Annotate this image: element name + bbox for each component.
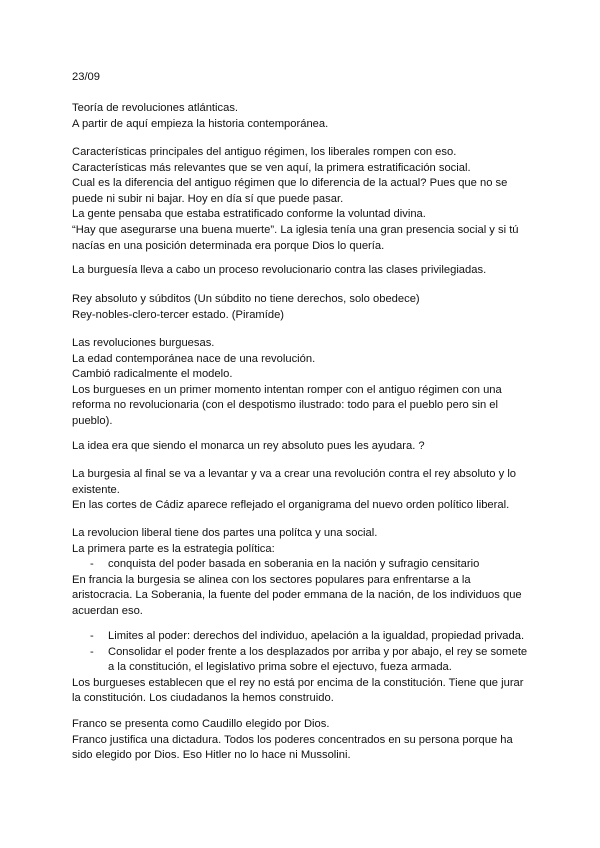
list-item: - Limites al poder: derechos del individuo, apelación a la igualdad, propiedad privada.	[72, 629, 532, 645]
paragraph-cortes-cadiz: La burgesia al final se va a levantar y va a crear una revolución contra el rey absoluto y lo existente. En las cortes de Cádiz aparece reflejado el organigrama del nuevo orden político liberal.	[72, 468, 517, 512]
paragraph-revoluciones-burguesas: Las revoluciones burguesas. La edad contemporánea nace de una revolución. Cambió radicalmente el modelo. Los burgueses en un primer momento intentan romper con el antiguo régimen con una reforma no revolucionaria (con el despotismo ilustrado: todo para el pueblo pero sin el pueblo).	[72, 337, 502, 427]
paragraph-rey-absoluto: Rey absoluto y súbditos (Un súbdito no tiene derechos, solo obedece) Rey-nobles-clero-tercer estado. (Piramíde)	[72, 293, 420, 321]
bullet-dash: -	[90, 558, 94, 571]
bullet-dash: -	[90, 645, 94, 658]
paragraph-intro: Teoría de revoluciones atlánticas. A partir de aquí empieza la historia contemporánea.	[72, 102, 329, 130]
paragraph-antiguo-regimen: Características principales del antiguo régimen, los liberales rompen con eso. Características más relevantes que se ven aquí, la primera estratificación social. Cual es la diferencia del antiguo régimen que lo diferencia de la actual? Pues que no se puede ni subir ni bajar. Hoy en día sí que puede pasar. La gente pensaba que estaba estratificado conforme la voluntad divina. “Hay que asegurarse una buena muerte”. La iglesia tenía una gran presencia social y si tú nacías en una posición determinada era porque Dios lo quería.	[72, 146, 519, 252]
paragraph-franco: Franco se presenta como Caudillo elegido por Dios. Franco justifica una dictadura. Todos los poderes concentrados en su persona porque ha sido elegido por Dios. Eso Hitler no lo hace ni Mussolini.	[72, 718, 513, 762]
list-item: - Consolidar el poder frente a los desplazados por arriba y por abajo, el rey se somete	[72, 645, 532, 661]
date: 23/09	[72, 71, 100, 83]
bullet-list-poder: - Limites al poder: derechos del individuo, apelación a la igualdad, propiedad privada. - Consolidar el poder frente a los desplazados por arriba y por abajo, el rey se somete a la constitución, el legislativo prima sobre el ejectuvo, fueza armada. Los burgueses establecen que el rey no está por encima de la constitución. Tiene que jurar la constitución. Los ciudadanos la hemos construido.	[72, 629, 532, 707]
paragraph-monarca: La idea era que siendo el monarca un rey absoluto pues les ayudara. ?	[72, 440, 425, 452]
paragraph-burguesia: La burguesía lleva a cabo un proceso revolucionario contra las clases privilegiadas.	[72, 264, 487, 276]
list-item-continuation: a la constitución, el legislativo prima sobre el ejectuvo, fueza armada.	[108, 661, 452, 674]
list-item: - conquista del poder basada en soberania en la nación y sufragio censitario	[72, 557, 532, 573]
paragraph-revolucion-liberal: La revolucion liberal tiene dos partes una polítca y una social. La primera parte es la estrategia política: - conquista del poder basada en soberania en la nación y sufragio censitario En francia la burgesia se alinea con los sectores populares para enfrentarse a la aristocracia. La Soberania, la fuente del poder emmana de la nación, de los individuos que acuerdan eso.	[72, 526, 532, 620]
bullet-dash: -	[90, 630, 94, 642]
